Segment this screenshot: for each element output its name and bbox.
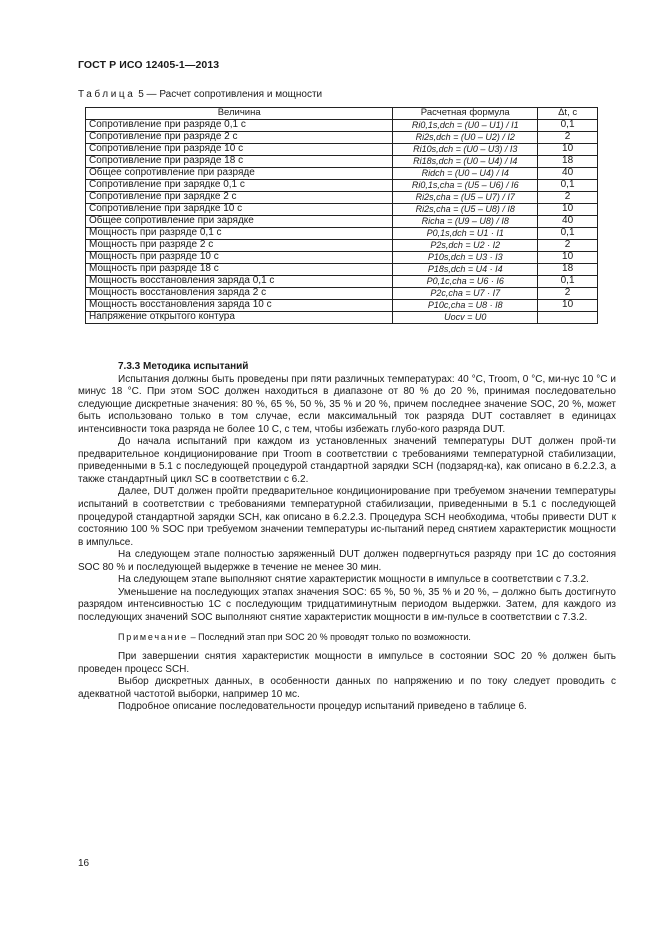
cell-dt: 10: [538, 300, 598, 312]
table-row: [86, 300, 598, 312]
cell-quantity: Сопротивление при разряде 0,1 с: [86, 120, 393, 132]
cell-quantity: Сопротивление при зарядке 10 с: [86, 204, 393, 216]
table-caption-word: Таблица: [78, 89, 136, 100]
cell-dt: 18: [538, 156, 598, 168]
cell-formula: Ridch = (U0 – U4) / I4: [393, 168, 538, 180]
paragraph: До начала испытаний при каждом из установленных значений температуры DUT должен прой-ти предварительное кондиционирование при Troom в соответствии с требованиями температурной стабилизации, приведенными в 5.1 с последующей процедурой стандартной зарядки SCH (подзаряд-ка), как описано в 6.2.2.3, а также стандартный цикл SC в соответствии с 6.2.: [78, 436, 616, 485]
cell-formula: P0,1s,dch = U1 · I1: [393, 228, 538, 240]
table-row: [86, 204, 598, 216]
cell-dt: 0,1: [538, 228, 598, 240]
calculation-table: [85, 107, 598, 324]
cell-quantity: Сопротивление при зарядке 2 с: [86, 192, 393, 204]
cell-dt: 2: [538, 132, 598, 144]
cell-formula: P10s,dch = U3 · I3: [393, 252, 538, 264]
table-row: [86, 120, 598, 132]
cell-formula: Richa = (U9 – U8) / I8: [393, 216, 538, 228]
cell-quantity: Сопротивление при разряде 18 с: [86, 156, 393, 168]
table-row: [86, 288, 598, 300]
cell-formula: Uocv = U0: [393, 312, 538, 324]
cell-quantity: Мощность при разряде 0,1 с: [86, 228, 393, 240]
table-row: [86, 168, 598, 180]
paragraph: На следующем этапе выполняют снятие характеристик мощности в импульсе в соответствии с 7.3.2.: [118, 574, 589, 586]
paragraph: При завершении снятия характеристик мощности в импульсе в состоянии SOC 20 % должен быть проведен процесс SCH.: [78, 651, 616, 675]
cell-quantity: Мощность восстановления заряда 0,1 с: [86, 276, 393, 288]
cell-quantity: Общее сопротивление при зарядке: [86, 216, 393, 228]
table-row: [86, 216, 598, 228]
cell-formula: P2s,dch = U2 · I2: [393, 240, 538, 252]
body-text: [78, 361, 616, 714]
paragraph: Выбор дискретных данных, в особенности данных по напряжению и по току следует проводить с адекватной частотой выборки, например 10 мс.: [78, 676, 616, 700]
cell-dt: 40: [538, 168, 598, 180]
table-caption: [78, 89, 322, 100]
cell-dt: 10: [538, 252, 598, 264]
table-row: [86, 264, 598, 276]
cell-dt: [538, 312, 598, 324]
cell-quantity: Мощность восстановления заряда 2 с: [86, 288, 393, 300]
paragraph: Испытания должны быть проведены при пяти различных температурах: 40 °С, Troom, 0 °С, ми-нус 10 °С и минус 18 °С. При этом SOC должен находиться в диапазоне от 80 % до 20 %, принимая последовательно следующие дискретные значения: 80 %, 65 %, 50 %, 35 % и 20 %, причем последнее значение SOC, 20 %, может быть использовано только в том случае, если максимальный ток разряда DUT составляет в единицах интенсивности тока разряда не более 10 C, с тем, чтобы избежать глубо-кого разряда DUT.: [78, 373, 616, 435]
table-row: [86, 132, 598, 144]
page-number: 16: [78, 858, 90, 869]
cell-quantity: Общее сопротивление при разряде: [86, 168, 393, 180]
cell-dt: 2: [538, 192, 598, 204]
note: [78, 631, 616, 644]
cell-quantity: Мощность при разряде 2 с: [86, 240, 393, 252]
cell-quantity: Мощность восстановления заряда 10 с: [86, 300, 393, 312]
cell-formula: Ri2s,cha = (U5 – U7) / I7: [393, 192, 538, 204]
cell-dt: 2: [538, 240, 598, 252]
cell-formula: Ri0,1s,dch = (U0 – U1) / I1: [393, 120, 538, 132]
table-row: [86, 252, 598, 264]
cell-quantity: Сопротивление при разряде 2 с: [86, 132, 393, 144]
cell-quantity: Мощность при разряде 10 с: [86, 252, 393, 264]
cell-quantity: Сопротивление при зарядке 0,1 с: [86, 180, 393, 192]
cell-dt: 0,1: [538, 180, 598, 192]
document-header: ГОСТ Р ИСО 12405-1—2013: [78, 59, 220, 71]
note-label: Примечание: [118, 632, 189, 643]
cell-formula: Ri0,1s,cha = (U5 – U6) / I6: [393, 180, 538, 192]
cell-formula: P18s,dch = U4 · I4: [393, 264, 538, 276]
cell-formula: Ri10s,dch = (U0 – U3) / I3: [393, 144, 538, 156]
table-row: [86, 276, 598, 288]
paragraph: На следующем этапе полностью заряженный DUT должен подвергнуться разряду при 1C до состояния SOC 80 % и последующей выдержке в течение не менее 30 мин.: [78, 549, 616, 573]
table-row: [86, 192, 598, 204]
paragraph: Далее, DUT должен пройти предварительное кондиционирование при требуемом значении температуры испытаний в соответствии с требованиями температурной стабилизации, приведенными в 5.1 с последующей процедурой стандартной зарядки SCH, как описано в 6.2.2.3. Процедура SCH необходима, чтобы привести DUT к состоянию 100 % SOC при требуемом значении температуры ис-пытаний перед снятием характеристик мощности в импульсе.: [78, 486, 616, 548]
cell-dt: 10: [538, 204, 598, 216]
paragraph: Уменьшение на последующих этапах значения SOC: 65 %, 50 %, 35 % и 20 %, – должно быть достигнуто разрядом интенсивностью 1C с последующим тридцатиминутным периодом выдержки. Затем, для каждого из последующих значений SOC выполняют снятие характеристик мощности в им-пульсе в соответствии с 7.3.2.: [78, 586, 616, 623]
cell-formula: Ri2s,cha = (U5 – U8) / I8: [393, 204, 538, 216]
table-row: [86, 312, 598, 324]
cell-quantity: Напряжение открытого контура: [86, 312, 393, 324]
cell-dt: 0,1: [538, 120, 598, 132]
paragraphs: [78, 374, 616, 625]
cell-dt: 10: [538, 144, 598, 156]
cell-quantity: Мощность при разряде 18 с: [86, 264, 393, 276]
table-row: [86, 156, 598, 168]
table-row: [86, 240, 598, 252]
note-text: – Последний этап при SOC 20 % проводят только по возможности.: [188, 632, 471, 643]
cell-formula: P10c,cha = U8 · I8: [393, 300, 538, 312]
header-dt: Δt, с: [538, 108, 598, 120]
table-row: [86, 180, 598, 192]
cell-dt: 18: [538, 264, 598, 276]
table-header-row: [86, 108, 598, 120]
table-row: [86, 228, 598, 240]
cell-formula: Ri18s,dch = (U0 – U4) / I4: [393, 156, 538, 168]
cell-quantity: Сопротивление при разряде 10 с: [86, 144, 393, 156]
cell-dt: 0,1: [538, 276, 598, 288]
cell-formula: Ri2s,dch = (U0 – U2) / I2: [393, 132, 538, 144]
header-quantity: Величина: [86, 108, 393, 120]
cell-formula: P0,1c,cha = U6 · I6: [393, 276, 538, 288]
cell-dt: 2: [538, 288, 598, 300]
table-caption-rest: 5 — Расчет сопротивления и мощности: [135, 89, 323, 100]
paragraphs-after: [78, 651, 616, 714]
cell-formula: P2c,cha = U7 · I7: [393, 288, 538, 300]
paragraph: Подробное описание последовательности процедур испытаний приведено в таблице 6.: [118, 701, 527, 713]
cell-dt: 40: [538, 216, 598, 228]
table-row: [86, 144, 598, 156]
table-body: [86, 120, 598, 324]
header-formula: Расчетная формула: [393, 108, 538, 120]
section-heading: 7.3.3 Методика испытаний: [118, 361, 249, 372]
